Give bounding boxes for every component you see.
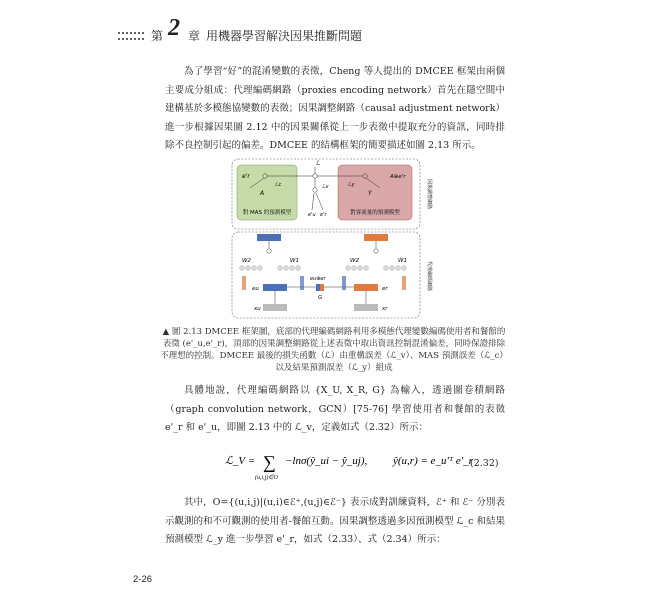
equation-rhs-1: −lnσ(ŷ_ui − ŷ_uj), [285,455,368,467]
sym-eu-mid: e'u [308,212,316,218]
bottom-side-label: 代理編碼網路 [426,260,432,292]
sym-xu: xu [254,306,261,312]
equation-number: (2.32) [470,458,499,469]
page-header [0,0,655,46]
sym-concat: eu⊕er [310,276,326,282]
right-box-label: 對客流量的預測模型 [350,210,400,216]
sym-er-low: er [382,286,388,292]
op-circle [313,188,317,192]
op-circle [374,249,378,253]
page-number: 2-26 [133,574,153,585]
embedding-bar-orange-mid [354,284,378,291]
figure-caption: ▲ 圖 2.13 DMCEE 框架圖，底部的代理編碼網路利用多模態代理變數編碼使用者和餐館的表徵 (e'_u,e'_r)，頂部的因果調整網路從上述表徵中取出資訊控制混淆偏差，同時保證排除不理想的控制。DMCEE 最後的損失函數（ℒ）由重構誤差（ℒ_v）、MAS 預測誤差（ℒ_c）以及結果預測誤差（ℒ_y）組成 [160,327,508,373]
input-icon [342,276,346,290]
op-circle [267,249,271,253]
sym-l: ℒ [316,160,321,167]
sym-er-left: e'r [242,173,250,180]
sym-lc: ℒc [275,182,282,188]
sym-ly: ℒy [348,182,355,188]
input-bar-xr [354,304,378,311]
input-icon [300,276,304,290]
sym-w2-right: W2 [350,258,359,264]
sum-symbol: ∑ [263,452,276,472]
embedding-bar-blue-mid [263,284,287,291]
paragraph-1: 為了學習“好”的混淆變數的表徵，Cheng 等人提出的 DMCEE 框架由兩個主要成分組成：代理編碼網路（proxies encoding network）首先在隱空間中建構基於多模態協變數的表徵；因果調整網路（causal adjustment network）進一步根據因果圖 2.12 中的因果關係從上一步表徵中提取充分的資訊，同時排除不良控制引起的偏差。DMCEE 的結構框架的簡要描述如圖 2.13 所示。 [165,66,505,151]
equation-rhs-2: ŷ(u,r) = e_u'ᵀ e'_r [393,455,473,467]
chapter-suffix: 章 [188,29,201,43]
sym-w1-left: W1 [290,258,299,264]
sym-er-right: A⊕e'r [390,174,406,180]
sym-lv-top: ℒv [322,184,329,190]
sym-a: A [260,190,265,197]
sym-er-mid: e'r [320,212,327,218]
sym-g: G [318,295,323,301]
input-bar-xu [263,304,287,311]
concat-bar-orange [320,284,324,291]
chapter-title: 用機器學習解決因果推斷問題 [206,29,363,43]
dmcee-framework-figure [230,158,437,320]
op-circle [313,174,317,178]
equation-sum-subscript: (u,i,j)∈O [255,475,278,481]
paragraph-2: 具體地說，代理編碼網路以 {X_U, X_R, G} 為輸入，透過圖卷積網路（graph convolution network，GCN）[75-76] 學習使用者和餐館的表徵 e'_r 和 e'_u，即圖 2.13 中的 ℒ_v，定義如式（2.32）所示： [165,385,505,433]
input-icon [402,276,406,290]
sym-eu-low: eu [252,286,259,292]
paragraph-3: 其中，O={(u,i,j)|(u,i)∈ℰ⁺,(u,j)∈ℰ⁻} 表示成對訓練資料，ℰ⁺ 和 ℰ⁻ 分別表示觀測的和不可觀測的使用者-餐館互動。因果調整透過多因預測模型 ℒ_c 和結果預測模型 ℒ_y 進一步學習 e'_r，如式（2.33）、式（2.34）所示： [165,497,505,545]
top-side-label: 因果調整網路 [426,178,432,210]
embedding-bar-blue-top [257,234,281,241]
input-icon [242,276,246,290]
chapter-prefix: 第 [151,29,164,43]
sym-y: Y [368,190,372,197]
header-dots-decoration [118,32,146,44]
gray-node-rows [240,266,407,271]
sym-w2-left: W2 [242,258,251,264]
concat-bar-blue [316,284,320,291]
left-box-label: 對 MAS 的預測模型 [242,210,292,216]
sym-w1-right: W1 [398,258,407,264]
embedding-bar-orange-top [364,234,388,241]
sym-xr: xr [382,306,388,312]
equation-lhs: ℒ_V = [225,455,256,467]
chapter-number: 2 [168,15,180,41]
